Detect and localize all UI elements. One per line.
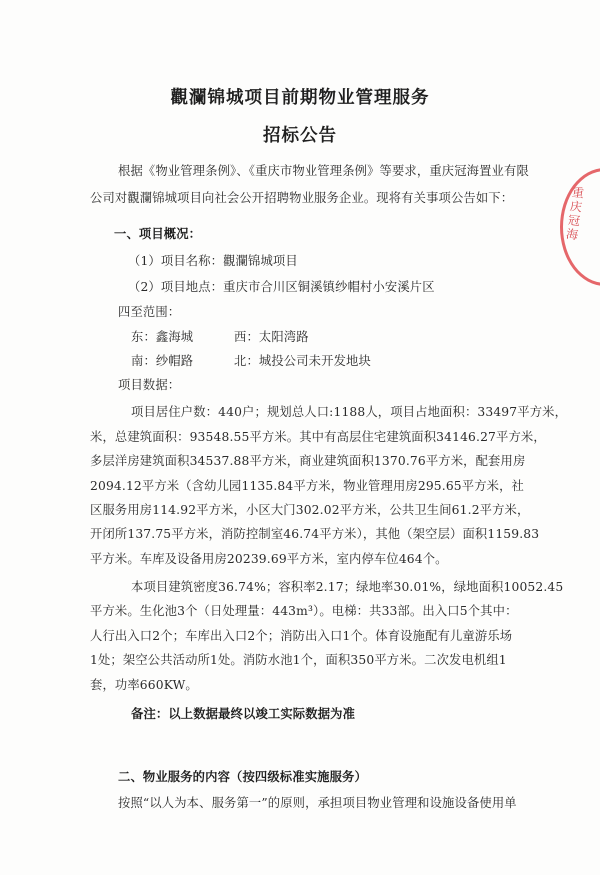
note: 备注：以上数据最终以竣工实际数据为准 [131,706,356,721]
document-title: 觀瀾锦城项目前期物业管理服务 [170,88,430,108]
section-heading: 二、物业服务的内容（按四级标准实施服务） [118,769,367,784]
document-subtitle: 招标公告 [263,126,337,146]
boundary-heading: 四至范围： [118,305,181,319]
project-location: （2）项目地点：重庆市合川区铜溪镇纱帽村小安溪片区 [128,280,435,294]
project-name: （1）项目名称：觀瀾锦城项目 [128,254,298,268]
data-line: 区服务用房114.92平方米，小区大门302.02平方米，公共卫生间61.2平方米， [90,503,530,517]
data-line: 本项目建筑密度36.74%；容积率2.17；绿地率30.01%，绿地面积10052.45 [131,580,564,594]
data-line: 开闭所137.75平方米，消防控制室46.74平方米），其他（架空层）面积1159.83 [90,527,540,541]
data-line: 套，功率660KW。 [90,678,198,692]
data-line: 人行出入口2个；车库出入口2个；消防出入口1个。体育设施配有儿童游乐场 [90,629,513,643]
data-heading: 项目数据： [118,378,181,392]
intro-line: 公司对觀瀾锦城项目向社会公开招聘物业服务企业。现将有关事项公告如下： [90,191,514,205]
data-line: 项目居住户数：440户；规划总人口:1188人，项目占地面积：33497平方米， [131,405,568,419]
seal-text: 重庆冠海 [565,185,586,243]
boundary-west: 西：太阳湾路 [234,330,309,344]
section-heading: 一、项目概况： [114,226,202,241]
data-line: 平方米。生化池3个（日处理量：443m³）。电梯：共33部。出入口5个其中： [90,604,518,618]
data-line: 2094.12平方米（含幼儿园1135.84平方米，物业管理用房295.65平方米，社 [90,479,525,493]
boundary-east: 东：鑫海城 [131,330,194,344]
boundary-north: 北：城投公司未开发地块 [234,354,371,368]
data-line: 多层洋房建筑面积34537.88平方米，商业建筑面积1370.76平方米，配套用房 [90,454,526,468]
data-line: 米，总建筑面积：93548.55平方米。其中有高层住宅建筑面积34146.27平方米， [90,430,546,444]
boundary-south: 南：纱帽路 [131,354,194,368]
service-line: 按照“以人为本、服务第一”的原则，承担项目物业管理和设施设备使用单 [118,796,517,810]
data-line: 平方米。车库及设备用房20239.69平方米，室内停车位464个。 [90,552,448,566]
data-line: 1处；架空公共活动所1处。消防水池1个，面积350平方米。二次发电机组1 [90,653,507,667]
intro-line: 根据《物业管理条例》、《重庆市物业管理条例》等要求，重庆冠海置业有限 [118,164,529,178]
